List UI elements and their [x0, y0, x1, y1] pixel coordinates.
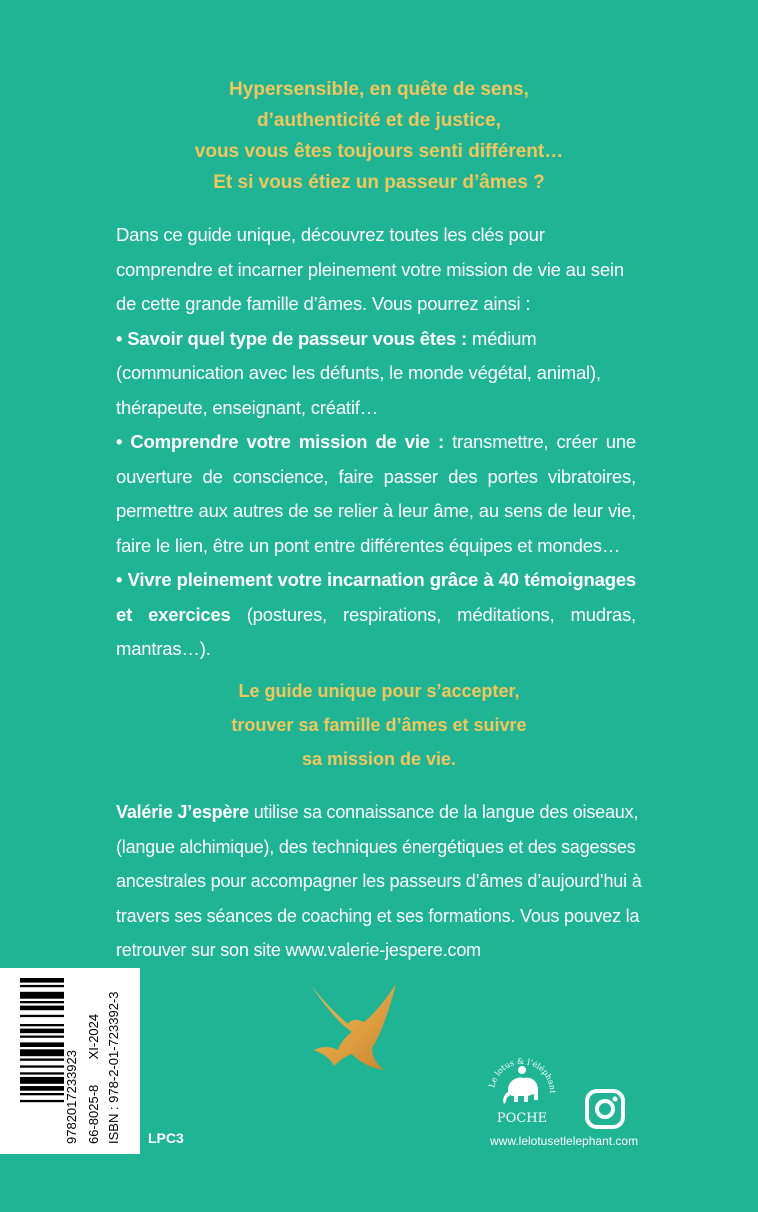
tagline-line: d’authenticité et de justice, [257, 110, 501, 131]
isbn-number: ISBN : 978-2-01-723392-3 [106, 991, 121, 1144]
barcode-bar [20, 1029, 64, 1034]
barcode-bar [20, 1006, 64, 1011]
bullet-text: (postures, respirations, méditations, mudras, mantras…). [116, 603, 636, 659]
publisher-arc-text: Le lotus & l’éléphant [487, 1056, 558, 1094]
tagline-line: vous vous êtes toujours senti différent… [194, 141, 564, 162]
barcode-bar [20, 1059, 64, 1061]
tagline [0, 74, 758, 198]
author-name: Valérie J’espère [116, 802, 249, 822]
barcode-bar [20, 1036, 64, 1038]
barcode-bar [20, 1072, 64, 1074]
author-text: utilise sa connaissance de la langue des oiseaux, (langue alchimique), des techniques énergétiques et des sagesses ancestrales pour accompagner les passeurs d’âmes d’aujourd’hui à travers ses séances de coaching et ses formations. Vous pouvez la retrouver sur son site www.valerie-jespere.com [116, 802, 642, 960]
bullet-item [116, 425, 636, 563]
price-code: LPC3 [148, 1130, 184, 1146]
slogan-line: Le guide unique pour s’accepter, [238, 681, 520, 701]
barcode-bar [20, 978, 64, 983]
elephant-logo-icon [484, 1040, 560, 1130]
bullet-item [116, 322, 636, 426]
barcode-bar [20, 1065, 64, 1067]
bullet-heading: • Comprendre votre mission de vie : [116, 431, 444, 452]
publisher-website[interactable]: www.lelotusetlelephant.com [490, 1134, 639, 1148]
barcode-code [86, 978, 102, 1144]
description [116, 218, 636, 667]
barcode-bar [20, 1100, 64, 1102]
edition-date: XI-2024 [86, 1013, 101, 1060]
author-bio [116, 795, 646, 968]
bullet-heading: • Savoir quel type de passeur vous êtes : [116, 327, 467, 349]
intro-paragraph: Dans ce guide unique, découvrez toutes les clés pour comprendre et incarner pleinement votre mission de vie au sein de cette grande famille d’âmes. Vous pourrez ainsi : [116, 224, 624, 314]
barcode-bar [20, 985, 64, 987]
barcode-digits: 9782017233923 [64, 1050, 79, 1144]
bullet-text: médium (communication avec les défunts, le monde végétal, animal), thérapeute, enseignant, créatif… [116, 327, 601, 418]
bullet-heading: • Vivre pleinement votre incarnation grâce à 40 témoignages et exercices [116, 569, 636, 625]
barcode-panel [0, 968, 140, 1154]
barcode-bar [20, 1001, 64, 1003]
product-code: 66-8025-8 [86, 1084, 101, 1144]
slogan-line: sa mission de vie. [301, 749, 457, 769]
slogan [0, 674, 758, 776]
instagram-icon[interactable] [584, 1088, 626, 1130]
barcode-bar [20, 1093, 64, 1095]
publisher-imprint: POCHE [496, 1111, 548, 1126]
author-paragraph [116, 795, 646, 968]
bullet-text: transmettre, créer une ouverture de conscience, faire passer des portes vibratoires, permettre aux autres de se relier à leur âme, au sens de leur vie, faire le lien, être un pont entre différentes équipes et mondes… [116, 431, 636, 556]
barcode-bar [20, 1049, 64, 1056]
barcode-icon [20, 978, 64, 1144]
barcode-bar [20, 1024, 64, 1026]
slogan-line: trouver sa famille d’âmes et suivre [231, 715, 527, 735]
tagline-line: Et si vous étiez un passeur d’âmes ? [213, 172, 545, 193]
bullet-item [116, 563, 636, 667]
barcode-bar [20, 1015, 64, 1017]
barcode-bar [20, 992, 64, 999]
barcode-bar [20, 1042, 64, 1047]
barcode-bar [20, 1077, 64, 1084]
barcode-bar [20, 1086, 64, 1091]
tagline-line: Hypersensible, en quête de sens, [229, 79, 529, 100]
swallow-bird-icon [300, 980, 418, 1076]
